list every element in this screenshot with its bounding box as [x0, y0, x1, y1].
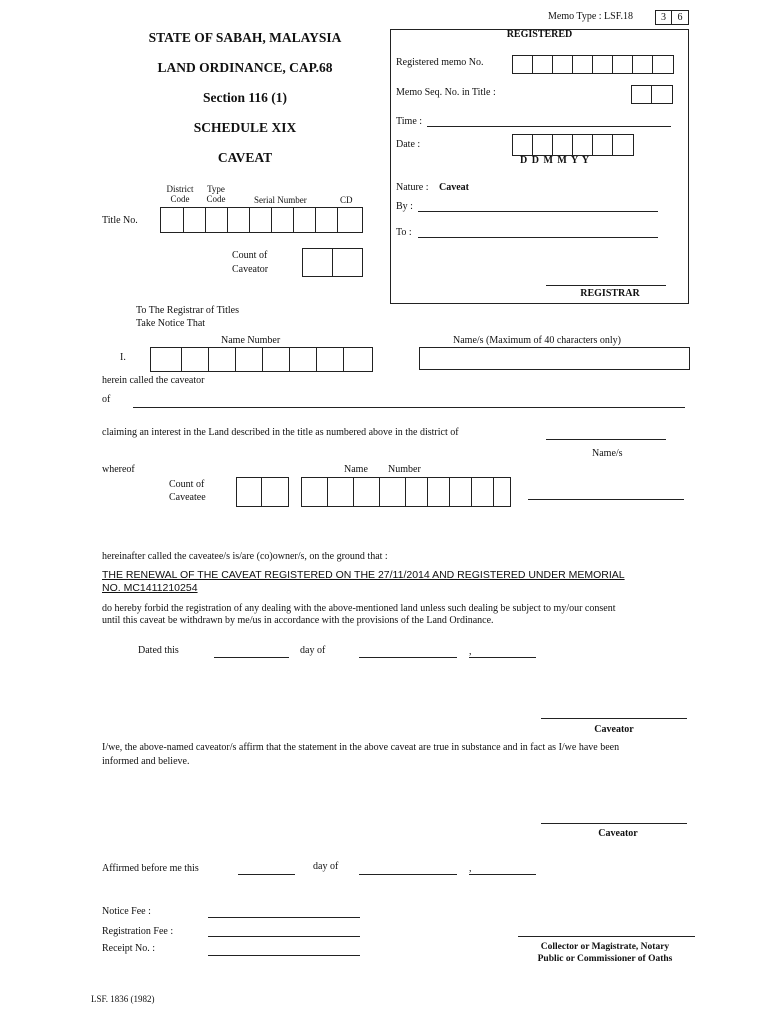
date-label: Date : — [396, 139, 421, 150]
caveator-signature-label: Caveator — [594, 724, 634, 735]
time-field[interactable] — [427, 126, 671, 127]
caveatee-name-number-field[interactable] — [301, 477, 511, 507]
registrar-signature-line[interactable] — [546, 285, 666, 286]
caveator-signature-line[interactable] — [541, 718, 687, 719]
cd-label: CD — [340, 195, 353, 205]
memo-seq-label: Memo Seq. No. in Title : — [396, 87, 496, 98]
whereof-label: whereof — [102, 464, 135, 475]
caveatee-names-field[interactable] — [528, 499, 684, 500]
by-label: By : — [396, 201, 413, 212]
ground-text-line2: NO. MC1411210254 — [102, 582, 198, 594]
type-code-label: Type Code — [206, 184, 226, 204]
notice-fee-label: Notice Fee : — [102, 906, 151, 917]
names-max-label: Name/s (Maximum of 40 characters only) — [453, 335, 622, 346]
title-no-field[interactable] — [160, 207, 363, 233]
serial-number-label: Serial Number — [254, 195, 307, 205]
header-caveat: CAVEAT — [217, 150, 273, 165]
memo-type-digit: 6 — [677, 12, 683, 23]
registered-memo-field[interactable] — [512, 55, 674, 74]
count-of-caveator-label: Count of Caveator — [232, 250, 269, 275]
caveatee-number-label: Number — [388, 464, 421, 475]
receipt-no-field[interactable] — [208, 955, 360, 956]
collector-label: Collector or Magistrate, Notary Public or Commissioner of Oaths — [537, 942, 673, 964]
header-section: Section 116 (1) — [203, 90, 287, 105]
collector-signature-line[interactable] — [518, 936, 695, 937]
herein-label: herein called the caveator — [102, 375, 205, 386]
affirmed-month-field[interactable] — [359, 874, 457, 875]
affirmed-day-of-label: day of — [313, 861, 339, 872]
caveator-signature-line-2[interactable] — [541, 823, 687, 824]
receipt-no-label: Receipt No. : — [102, 943, 156, 954]
forbid-line1: do hereby forbid the registration of any dealing with the above-mentioned land unless such dealing be subject to my/our consent — [102, 603, 616, 614]
forbid-line2: until this caveat be withdrawn by me/us in accordance with the provisions of the Land Ordinance. — [102, 615, 494, 626]
notice-fee-field[interactable] — [208, 917, 360, 918]
caveatee-name-label: Name — [344, 464, 368, 475]
memo-seq-field[interactable] — [631, 85, 673, 104]
affirmed-year-field[interactable] — [469, 874, 536, 875]
district-field[interactable] — [546, 439, 666, 440]
count-of-caveatee-label: Count of Caveatee — [169, 479, 206, 503]
affirmed-comma: , — [469, 863, 472, 874]
name-number-label: Name Number — [221, 335, 281, 346]
dated-day-of-label: day of — [300, 645, 326, 656]
to-field[interactable] — [418, 237, 658, 238]
notice-text: To The Registrar of Titles Take Notice That — [136, 305, 240, 329]
title-no-label: Title No. — [102, 215, 138, 226]
caveator-name-number-field[interactable] — [150, 347, 373, 372]
registration-fee-field[interactable] — [208, 936, 360, 937]
ground-label: hereinafter called the caveatee/s is/are (co)owner/s, on the ground that : — [102, 551, 388, 562]
dated-comma: , — [469, 646, 472, 657]
caveator-names-field[interactable] — [419, 347, 690, 370]
affirm-line1: I/we, the above-named caveator/s affirm that the statement in the above caveat are true in substance and in fact as I/we have been — [102, 742, 620, 753]
count-of-caveator-field[interactable] — [302, 248, 363, 277]
registration-fee-label: Registration Fee : — [102, 926, 174, 937]
date-field[interactable] — [512, 134, 634, 156]
time-label: Time : — [396, 116, 423, 127]
i-label: I. — [120, 352, 126, 363]
ground-text-line1: THE RENEWAL OF THE CAVEAT REGISTERED ON THE 27/11/2014 AND REGISTERED UNDER MEMORIAL — [102, 569, 625, 581]
memo-type-digit: 3 — [656, 11, 672, 24]
dated-month-field[interactable] — [359, 657, 457, 658]
claiming-text: claiming an interest in the Land described in the title as numbered above in the district of — [102, 427, 459, 438]
dated-year-field[interactable] — [469, 657, 536, 658]
affirm-line2: informed and believe. — [102, 756, 190, 767]
of-label: of — [102, 394, 111, 405]
nature-value: Caveat — [439, 182, 469, 193]
affirmed-day-field[interactable] — [238, 874, 295, 875]
header-state: STATE OF SABAH, MALAYSIA — [148, 30, 342, 45]
of-address-field[interactable] — [133, 407, 685, 408]
registered-title: REGISTERED — [506, 29, 573, 40]
memo-type-code — [655, 10, 689, 25]
registered-memo-label: Registered memo No. — [396, 57, 484, 68]
whereof-names-label: Name/s — [592, 448, 623, 459]
to-label: To : — [396, 227, 412, 238]
dated-day-field[interactable] — [214, 657, 289, 658]
count-of-caveatee-field[interactable] — [236, 477, 289, 507]
by-field[interactable] — [418, 211, 658, 212]
header-schedule: SCHEDULE XIX — [193, 120, 297, 135]
registrar-label: REGISTRAR — [580, 288, 640, 299]
dated-label: Dated this — [138, 645, 179, 656]
caveator-signature-label-2: Caveator — [598, 828, 638, 839]
form-code-footer: LSF. 1836 (1982) — [91, 994, 155, 1004]
date-format: D D M M Y Y — [520, 155, 590, 166]
header-ordinance: LAND ORDINANCE, CAP.68 — [157, 60, 333, 75]
memo-type-label: Memo Type : LSF.18 — [548, 11, 633, 22]
affirmed-label: Affirmed before me this — [102, 863, 199, 874]
district-code-label: District Code — [166, 184, 194, 204]
nature-label: Nature : — [396, 182, 429, 193]
